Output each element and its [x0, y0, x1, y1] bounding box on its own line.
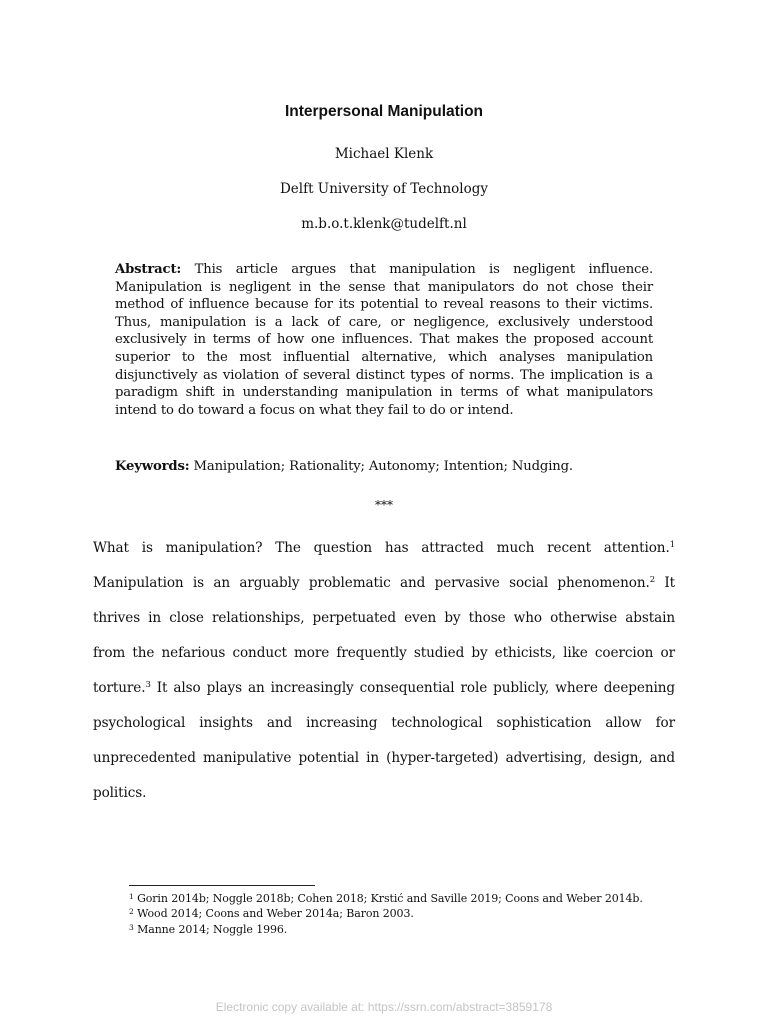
author-name: Michael Klenk — [334, 146, 434, 162]
footnote-number: 2 — [129, 907, 134, 917]
author-email[interactable]: m.b.o.t.klenk@tudelft.nl — [301, 216, 467, 232]
body-sentence-4: It also plays an increasingly consequential role publicly, where deepening psychological insights and increasing technological sophistication allow for unprecedented manipulative potential in (hyper-targeted) advertising, design, and politics. — [93, 680, 675, 801]
footnote-1 — [129, 891, 689, 906]
ssrn-watermark[interactable]: Electronic copy available at: https://ssrn.com/abstract=3859178 — [215, 1000, 553, 1014]
footnotes — [129, 891, 689, 937]
abstract-text: This article argues that manipulation is negligent influence. Manipulation is negligent in the sense that manipulators do not chose their method of influence because for its potential to reveal reasons to their victims. Thus, manipulation is a lack of care, or negligence, exclusively understood exclusively in terms of how one influences. That makes the proposed account superior to the most influential alternative, which analyses manipulation disjunctively as violation of several distinct types of norms. The implication is a paradigm shift in understanding manipulation in terms of what manipulators intend to do toward a focus on what they fail to do or intend. — [115, 262, 653, 418]
abstract-label: Abstract: — [115, 262, 182, 277]
footnote-text: Gorin 2014b; Noggle 2018b; Cohen 2018; Krstić and Saville 2019; Coons and Weber 2014b. — [133, 892, 643, 905]
keywords-label: Keywords: — [115, 459, 190, 474]
body-sentence-3: It thrives in close relationships, perpetuated even by those who otherwise abstain from the nefarious conduct more frequently studied by ethicists, like coercion or torture. — [93, 575, 675, 696]
footnote-2 — [129, 906, 689, 921]
footnote-ref-2[interactable]: 2 — [649, 575, 656, 585]
footnote-text: Wood 2014; Coons and Weber 2014a; Baron 2003. — [133, 907, 414, 921]
footnote-number: 3 — [129, 922, 134, 932]
footnote-number: 1 — [129, 892, 134, 901]
footnote-ref-3[interactable]: 3 — [145, 680, 151, 690]
footnote-text: Manne 2014; Noggle 1996. — [133, 922, 288, 936]
keywords-text: Manipulation; Rationality; Autonomy; Intention; Nudging. — [189, 459, 573, 474]
footnote-divider — [129, 885, 315, 886]
paper-title: Interpersonal Manipulation — [284, 103, 484, 120]
footnote-ref-1[interactable]: 1 — [669, 540, 675, 550]
body-sentence-2: Manipulation is an arguably problematic and pervasive social phenomenon. — [93, 575, 650, 591]
abstract — [115, 261, 653, 419]
author-affiliation: Delft University of Technology — [279, 181, 489, 197]
body-paragraph — [93, 531, 675, 811]
section-separator: *** — [375, 498, 393, 512]
footnote-3 — [129, 922, 689, 937]
keywords — [115, 458, 653, 476]
body-sentence-1: What is manipulation? The question has attracted much recent attention. — [93, 540, 670, 556]
